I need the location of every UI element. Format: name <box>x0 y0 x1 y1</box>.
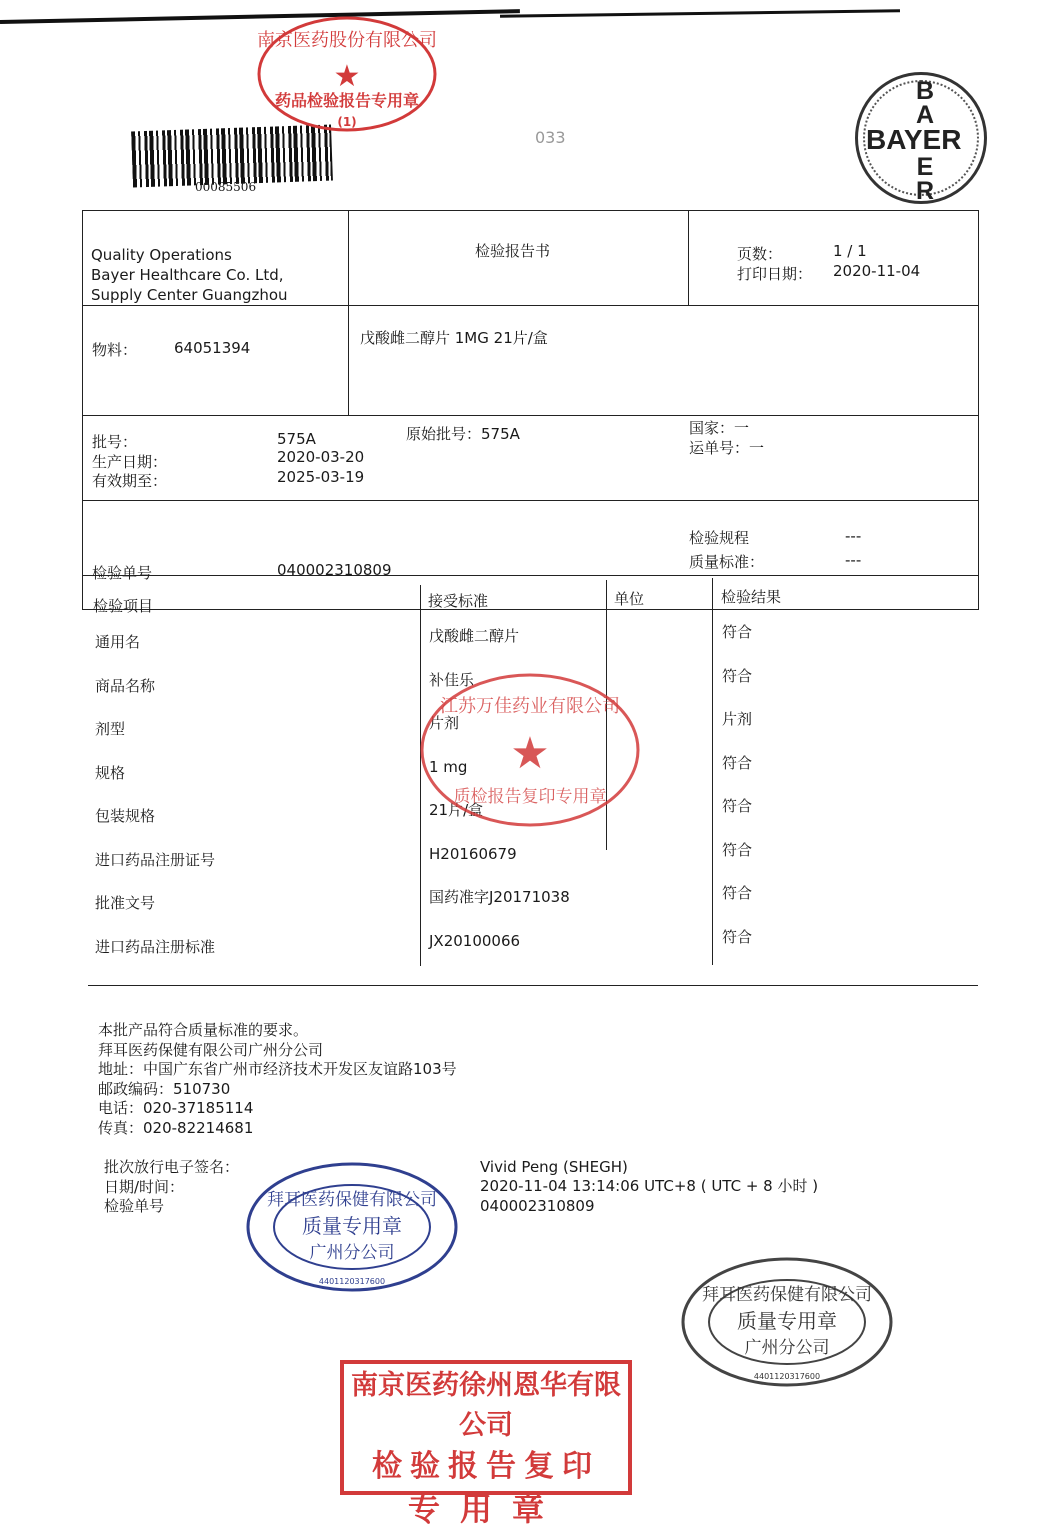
print-date-label: 打印日期： <box>737 265 813 283</box>
footer-number-value: 040002310809 <box>480 1197 595 1215</box>
pages-value: 1 / 1 <box>833 242 867 260</box>
row-standard: 1 mg <box>429 757 468 776</box>
procedure-value: --- <box>845 527 862 545</box>
red-stamp-middle <box>418 670 643 830</box>
row-standard: 戊酸雌二醇片 <box>429 627 520 645</box>
signature-label: 批次放行电子签名： <box>104 1158 240 1176</box>
company-info-line: 地址：中国广东省广州市经济技术开发区友谊路103号 <box>98 1060 457 1078</box>
column-header-result: 检验结果 <box>721 588 782 606</box>
row-result: 符合 <box>722 884 753 902</box>
inspection-number-value: 040002310809 <box>277 561 392 579</box>
batch-value: 575A <box>277 430 316 448</box>
company-info-line: 邮政编码：510730 <box>98 1079 231 1098</box>
svg-text:拜耳医药保健有限公司: 拜耳医药保健有限公司 <box>702 1285 872 1305</box>
column-header-item: 检验项目 <box>93 597 154 615</box>
row-result: 符合 <box>722 797 753 815</box>
row-result: 符合 <box>722 666 753 685</box>
row-standard: JX20100066 <box>429 931 521 950</box>
procedure-label: 检验规程 <box>689 529 750 547</box>
row-standard: H20160679 <box>429 844 517 863</box>
material-description: 戊酸雌二醇片 1MG 21片/盒 <box>360 329 548 347</box>
mfg-value: 2020-03-20 <box>277 448 365 466</box>
org-line: Supply Center Guangzhou <box>91 286 288 304</box>
standard-label: 质量标准： <box>689 553 765 571</box>
company-info-line: 传真：020-82214681 <box>98 1118 254 1137</box>
report-title: 检验报告书 <box>475 242 551 260</box>
row-item: 商品名称 <box>95 676 156 695</box>
barcode-number: 00085506 <box>195 180 257 194</box>
row-item: 通用名 <box>95 633 141 651</box>
svg-text:广州分公司: 广州分公司 <box>744 1338 830 1358</box>
red-stamp-top <box>255 14 440 134</box>
mfg-label: 生产日期： <box>92 453 168 471</box>
column-header-standard: 接受标准 <box>428 592 489 610</box>
row-result: 片剂 <box>722 710 753 728</box>
row-result: 符合 <box>722 840 753 859</box>
row-result: 符合 <box>722 623 753 641</box>
signature-value: Vivid Peng (SHEGH) <box>480 1158 628 1176</box>
standard-value: --- <box>845 551 862 569</box>
divider <box>88 985 978 986</box>
svg-text:★: ★ <box>333 59 361 94</box>
svg-text:拜耳医药保健有限公司: 拜耳医药保健有限公司 <box>267 1190 437 1210</box>
svg-text:4401120317600: 4401120317600 <box>318 1277 386 1286</box>
faint-number: 033 <box>535 128 566 147</box>
row-item: 包装规格 <box>95 807 156 825</box>
svg-text:药品检验报告专用章: 药品检验报告专用章 <box>274 91 420 110</box>
pages-label: 页数： <box>737 245 783 263</box>
scan-edge <box>500 9 900 18</box>
row-item: 进口药品注册标准 <box>95 937 216 956</box>
country: 国家：一 <box>689 419 750 437</box>
svg-text:★: ★ <box>510 728 550 779</box>
exp-value: 2025-03-19 <box>277 468 365 486</box>
svg-text:广州分公司: 广州分公司 <box>309 1243 395 1263</box>
blue-quality-stamp <box>245 1160 460 1295</box>
row-standard: 片剂 <box>429 714 460 732</box>
org-line: Bayer Healthcare Co. Ltd, <box>91 266 284 284</box>
svg-text:江苏万佳药业有限公司: 江苏万佳药业有限公司 <box>440 696 620 717</box>
org-line: Quality Operations <box>91 246 232 264</box>
row-item: 剂型 <box>95 720 126 738</box>
exp-label: 有效期至： <box>92 472 168 490</box>
svg-text:质量专用章: 质量专用章 <box>302 1214 402 1238</box>
print-date-value: 2020-11-04 <box>833 262 921 280</box>
waybill: 运单号：一 <box>689 439 765 457</box>
row-item: 批准文号 <box>95 894 156 912</box>
row-standard: 国药准字J20171038 <box>429 888 570 906</box>
batch-label: 批号： <box>92 433 138 451</box>
row-item: 规格 <box>95 763 126 782</box>
company-info-line: 拜耳医药保健有限公司广州分公司 <box>98 1040 324 1059</box>
column-header-unit: 单位 <box>614 590 645 608</box>
material-code: 64051394 <box>174 339 251 357</box>
company-info-line: 电话：020-37185114 <box>98 1099 254 1117</box>
material-label: 物料： <box>92 341 138 359</box>
inspection-number-label: 检验单号 <box>92 564 153 582</box>
row-result: 符合 <box>722 753 753 772</box>
svg-text:质检报告复印专用章: 质检报告复印专用章 <box>453 787 607 807</box>
company-info-line: 本批产品符合质量标准的要求。 <box>98 1021 309 1039</box>
footer-number-label: 检验单号 <box>104 1197 165 1215</box>
red-copy-stamp: 南京医药徐州恩华有限公司 检验报告复印 专用章 <box>340 1360 632 1495</box>
bayer-logo: B A BAYER E R <box>855 72 987 204</box>
datetime-label: 日期/时间： <box>104 1178 185 1196</box>
svg-text:南京医药股份有限公司: 南京医药股份有限公司 <box>257 30 437 51</box>
row-standard: 21片/盒 <box>429 801 484 819</box>
row-item: 进口药品注册证号 <box>95 850 216 869</box>
datetime-value: 2020-11-04 13:14:06 UTC+8 ( UTC + 8 小时 ) <box>480 1177 819 1195</box>
original-batch: 原始批号：575A <box>406 425 520 443</box>
row-result: 符合 <box>722 927 753 946</box>
svg-text:(1): (1) <box>337 115 357 129</box>
gray-quality-stamp <box>680 1255 895 1390</box>
svg-text:质量专用章: 质量专用章 <box>737 1309 837 1333</box>
svg-text:4401120317600: 4401120317600 <box>753 1372 821 1381</box>
row-standard: 补佳乐 <box>429 670 475 689</box>
